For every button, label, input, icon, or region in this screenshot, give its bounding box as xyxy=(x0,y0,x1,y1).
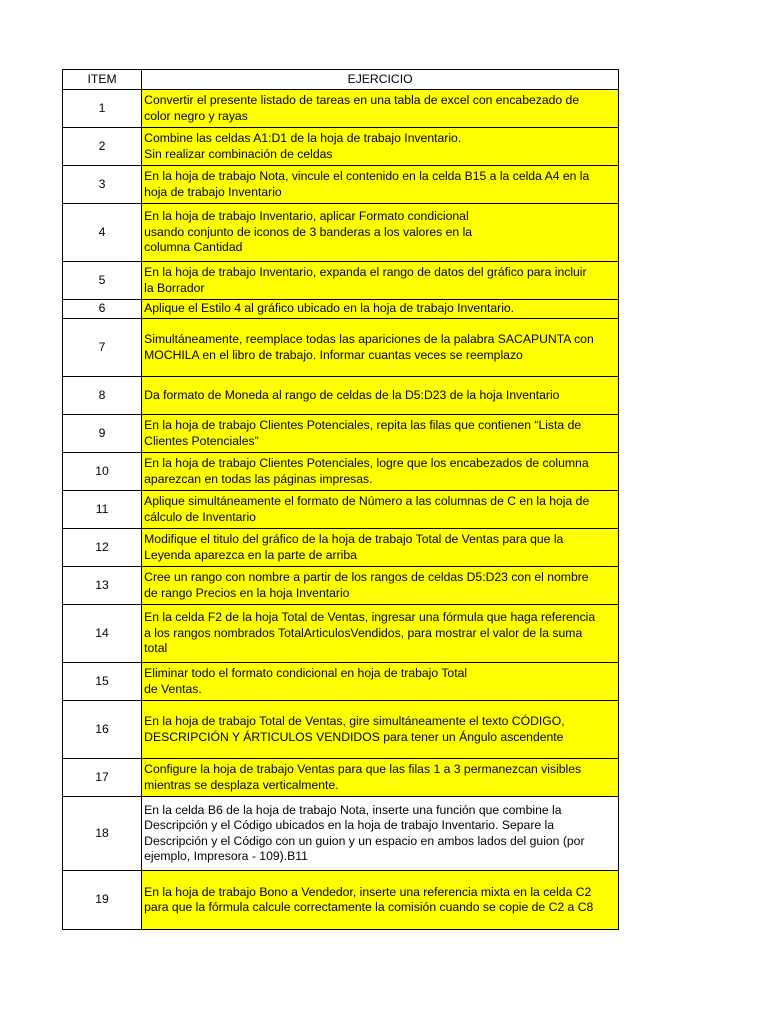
item-number: 4 xyxy=(63,204,142,262)
item-number: 2 xyxy=(63,128,142,166)
table-row xyxy=(63,871,619,930)
exercise-text: En la hoja de trabajo Total de Ventas, gire simultáneamente el texto CÓDIGO, DESCRIPCIÓN Y ÁRTICULOS VENDIDOS para tener un Ángulo ascendente xyxy=(142,701,619,759)
exercise-text: En la hoja de trabajo Nota, vincule el contenido en la celda B15 a la celda A4 en la hoja de trabajo Inventario xyxy=(142,166,619,204)
item-number: 18 xyxy=(63,797,142,871)
item-number: 5 xyxy=(63,262,142,300)
exercise-text: Aplique el Estilo 4 al gráfico ubicado en la hoja de trabajo Inventario. xyxy=(142,300,619,319)
table-row xyxy=(63,415,619,453)
exercise-table xyxy=(62,69,619,930)
exercise-text: En la hoja de trabajo Inventario, expanda el rango de datos del gráfico para incluir la Borrador xyxy=(142,262,619,300)
item-number: 1 xyxy=(63,90,142,128)
table-row xyxy=(63,663,619,701)
table-row xyxy=(63,377,619,415)
table-row xyxy=(63,491,619,529)
table-row xyxy=(63,701,619,759)
item-number: 12 xyxy=(63,529,142,567)
item-number: 19 xyxy=(63,871,142,930)
table-row xyxy=(63,567,619,605)
header-item: ITEM xyxy=(63,70,142,90)
exercise-text: Da formato de Moneda al rango de celdas de la D5:D23 de la hoja Inventario xyxy=(142,377,619,415)
item-number: 15 xyxy=(63,663,142,701)
exercise-text: Aplique simultáneamente el formato de Número a las columnas de C en la hoja de cálculo de Inventario xyxy=(142,491,619,529)
item-number: 13 xyxy=(63,567,142,605)
item-number: 14 xyxy=(63,605,142,663)
item-number: 8 xyxy=(63,377,142,415)
item-number: 3 xyxy=(63,166,142,204)
exercise-text: Combine las celdas A1:D1 de la hoja de trabajo Inventario. Sin realizar combinación de celdas xyxy=(142,128,619,166)
exercise-text: En la hoja de trabajo Inventario, aplicar Formato condicional usando conjunto de iconos de 3 banderas a los valores en la columna Cantidad xyxy=(142,204,619,262)
exercise-text: Simultáneamente, reemplace todas las apariciones de la palabra SACAPUNTA con MOCHILA en el libro de trabajo. Informar cuantas veces se reemplazo xyxy=(142,319,619,377)
exercise-text: Configure la hoja de trabajo Ventas para que las filas 1 a 3 permanezcan visibles mientras se desplaza verticalmente. xyxy=(142,759,619,797)
exercise-text: En la celda F2 de la hoja Total de Ventas, ingresar una fórmula que haga referencia a los rangos nombrados TotalArticulosVendidos, para mostrar el valor de la suma total xyxy=(142,605,619,663)
header-ejercicio: EJERCICIO xyxy=(142,70,619,90)
exercise-text: En la celda B6 de la hoja de trabajo Nota, inserte una función que combine la Descripción y el Código ubicados en la hoja de trabajo Inventario. Separe la Descripción y el Código con un guion y un espacio en ambos lados del guion (por ejemplo, Impresora - 109).B11 xyxy=(142,797,619,871)
table-row xyxy=(63,300,619,319)
table-row xyxy=(63,529,619,567)
table-row xyxy=(63,166,619,204)
exercise-text: Cree un rango con nombre a partir de los rangos de celdas D5:D23 con el nombre de rango Precios en la hoja Inventario xyxy=(142,567,619,605)
item-number: 16 xyxy=(63,701,142,759)
table-row xyxy=(63,319,619,377)
item-number: 10 xyxy=(63,453,142,491)
exercise-text: Modifique el titulo del gráfico de la hoja de trabajo Total de Ventas para que la Leyenda aparezca en la parte de arriba xyxy=(142,529,619,567)
table-row xyxy=(63,453,619,491)
header-row xyxy=(63,70,619,90)
item-number: 7 xyxy=(63,319,142,377)
table-row xyxy=(63,797,619,871)
table-row xyxy=(63,759,619,797)
table-row xyxy=(63,90,619,128)
table-row xyxy=(63,204,619,262)
table-row xyxy=(63,262,619,300)
item-number: 6 xyxy=(63,300,142,319)
item-number: 17 xyxy=(63,759,142,797)
table-row xyxy=(63,128,619,166)
exercise-text: Convertir el presente listado de tareas en una tabla de excel con encabezado de color negro y rayas xyxy=(142,90,619,128)
exercise-text: En la hoja de trabajo Clientes Potenciales, repita las filas que contienen “Lista de Clientes Potenciales” xyxy=(142,415,619,453)
table-row xyxy=(63,605,619,663)
exercise-text: En la hoja de trabajo Clientes Potenciales, logre que los encabezados de columna aparezcan en todas las páginas impresas. xyxy=(142,453,619,491)
item-number: 11 xyxy=(63,491,142,529)
exercise-text: Eliminar todo el formato condicional en hoja de trabajo Total de Ventas. xyxy=(142,663,619,701)
exercise-text: En la hoja de trabajo Bono a Vendedor, inserte una referencia mixta en la celda C2 para que la fórmula calcule correctamente la comisión cuando se copie de C2 a C8 xyxy=(142,871,619,930)
item-number: 9 xyxy=(63,415,142,453)
